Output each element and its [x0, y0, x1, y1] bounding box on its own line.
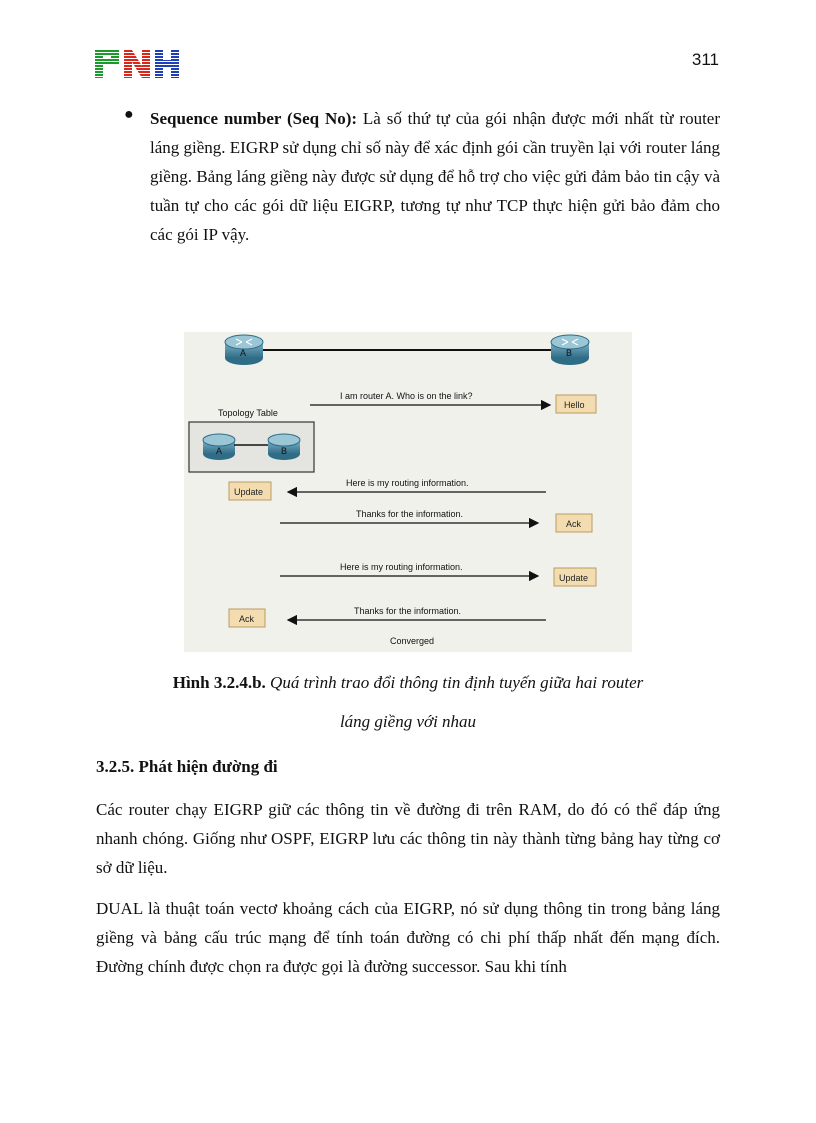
paragraph-1: Các router chạy EIGRP giữ các thông tin về đường đi trên RAM, do đó có thể đáp ứng nhanh chóng. Giống như OSPF, EIGRP lưu các thông tin này thành từng bảng hay từng cơ sở dữ liệu.	[96, 800, 720, 877]
message-3: Thanks for the information.	[356, 509, 464, 519]
message-5: Thanks for the information.	[354, 606, 462, 616]
bullet-paragraph	[150, 104, 720, 249]
page-number: 311	[691, 50, 719, 69]
svg-text:Update: Update	[559, 573, 589, 583]
message-2: Here is my routing information.	[346, 478, 469, 488]
caption-label: Hình 3.2.4.b.	[172, 673, 266, 692]
svg-text:Ack: Ack	[566, 519, 582, 529]
message-4: Here is my routing information.	[340, 562, 463, 572]
eigrp-exchange-diagram	[184, 332, 632, 652]
topology-router-b-icon	[268, 434, 300, 460]
svg-text:A: A	[216, 446, 223, 456]
svg-text:A: A	[240, 348, 247, 358]
svg-text:Ack: Ack	[239, 614, 255, 624]
pnh-logo	[95, 50, 179, 78]
figure-caption	[96, 673, 720, 693]
bullet-term: Sequence number (Seq No):	[150, 109, 358, 128]
router-a-icon	[225, 335, 263, 365]
hello-label: Hello	[564, 400, 585, 410]
message-1: I am router A. Who is on the link?	[340, 391, 473, 401]
svg-text:B: B	[281, 446, 288, 456]
paragraph-2: DUAL là thuật toán vectơ khoảng cách của EIGRP, nó sử dụng thông tin trong bảng láng giềng và bảng cấu trúc mạng để tính toán đường có chi phí thấp nhất đến mạng đích. Đường chính được chọn ra được gọi là đường successor. Sau khi tính	[96, 899, 720, 976]
topology-table-label: Topology Table	[218, 408, 278, 418]
bullet-text: Là số thứ tự của gói nhận được mới nhất từ router láng giềng. EIGRP sử dụng chỉ số này để xác định gói cần truyền lại với router láng giềng. Bảng láng giềng này được sử dụng để hỗ trợ cho việc gửi đảm bảo tin cậy và tuần tự cho các gói dữ liệu EIGRP, tương tự như TCP thực hiện gửi bảo đảm cho các gói IP vậy.	[150, 109, 721, 244]
caption-text-line1: Quá trình trao đổi thông tin định tuyến giữa hai router	[265, 673, 644, 692]
svg-text:B: B	[566, 348, 573, 358]
caption-text-line2: láng giềng với nhau	[339, 712, 477, 731]
bullet-item	[124, 104, 720, 249]
section-title: 3.2.5. Phát hiện đường đi	[96, 757, 278, 776]
converged-label: Converged	[390, 636, 435, 646]
svg-text:Update: Update	[234, 487, 264, 497]
router-b-icon	[551, 335, 589, 365]
bullet-dot: ●	[124, 106, 134, 123]
topology-router-a-icon	[203, 434, 235, 460]
